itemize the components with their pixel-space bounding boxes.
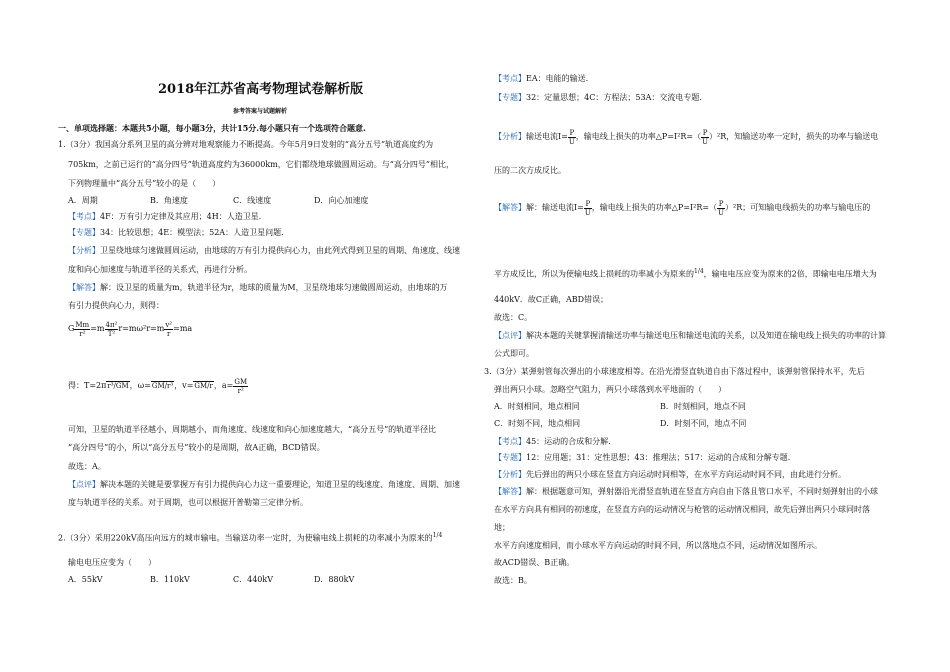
jieda-text: ，输电线上损失的功率△P=I²R=（ [591, 203, 718, 212]
fenxi-text: 输送电流I= [526, 132, 568, 141]
jieda-tag: 【解答】 [494, 487, 526, 496]
q2-option-b: B．110kV [150, 575, 190, 584]
fenxi-tag: 【分析】 [68, 246, 100, 255]
q1-line1: 1.（3分）我国高分系列卫星的高分辨对地观察能力不断提高。今年5月9日发射的“高分五号”轨道高度约为 [58, 140, 434, 149]
q3-option-d: D．时刻不同，地点不同 [660, 419, 747, 428]
q2-fenxi-1 [494, 127, 878, 147]
kaodian-text: 4F：万有引力定律及其应用；4H：人造卫星. [100, 212, 262, 221]
fraction-quarter: 1/4 [432, 532, 443, 539]
q3-jieda-2: 在水平方向具有相同的初速度，在竖直方向的运动情况与枪管的运动情况相同，故先后弹出两只小球同时落 [494, 505, 870, 514]
q1-equation-2 [68, 376, 248, 396]
q1-option-c: C．线速度 [233, 196, 272, 205]
eq-text: ，v= [174, 381, 194, 390]
q3-option-a: A．时刻相同，地点相同 [494, 402, 580, 411]
q1-dianping-1 [68, 479, 460, 490]
fenxi-text: 卫星绕地球匀速做圆周运动，由地球的万有引力提供向心力，由此列式得到卫星的周期、角速度、线速 [100, 246, 460, 255]
fenxi-tag: 【分析】 [494, 470, 526, 479]
q1-kaodian [68, 211, 261, 222]
sqrt-expr: r³/GM [107, 382, 129, 390]
q1-option-a: A．周期 [68, 196, 98, 205]
jieda-text: ，输电电压应变为原来的2倍，即输电电压增大为 [703, 269, 877, 279]
q3-kaodian [494, 436, 611, 447]
eq-text: ，ω= [129, 381, 151, 390]
jieda-text: 平方成反比，所以为使输电线上损耗的功率减小为原来的 [494, 269, 694, 279]
fraction-p-over-u: $\frac{P}{U}$ [584, 199, 591, 217]
fraction: $\frac{\text{v²}}{r}$ [165, 320, 173, 338]
q2-dianping-1 [494, 330, 886, 341]
fenxi-text: ，输电线上损失的功率△P=I²R=（ [575, 132, 702, 141]
zhuanti-tag: 【专题】 [68, 228, 100, 237]
q1-jieda-2: 有引力提供向心力，则得： [68, 301, 164, 310]
jieda-tag: 【解答】 [68, 283, 100, 292]
q1-equation-1 [68, 318, 192, 340]
eq-text: ，a= [213, 381, 234, 390]
q3-option-b: B．时刻相同，地点不同 [660, 402, 746, 411]
eq-text: =m [90, 324, 105, 333]
zhuanti-text: 12：应用题；31：定性思想；43：推理法；517：运动的合成和分解专题. [526, 453, 791, 462]
jieda-text: 解：根据题意可知，弹射器沿光滑竖直轨道在竖直方向自由下落且管口水平，不同时刻弹射出的小球 [526, 487, 878, 496]
eq-text: G [68, 324, 75, 333]
q2-jieda-1 [494, 198, 870, 218]
fraction-p-over-u: $\frac{P}{U}$ [702, 128, 709, 146]
kaodian-tag: 【考点】 [494, 437, 526, 446]
dianping-text: 解决本题的关键掌握清输送功率与输送电压和输送电流的关系，以及知道在输电线上损失的功率的计算 [526, 331, 886, 340]
fenxi-text: 先后弹出的两只小球在竖直方向运动时间相等，在水平方向运动时间不同，由此进行分析。 [526, 470, 846, 479]
zhuanti-text: 34：比较思想；4E：模型法；52A：人造卫星问题. [100, 228, 284, 237]
page-subtitle: 参考答案与试题解析 [233, 108, 288, 115]
q3-line1: 3.（3分）某弹射管每次弹出的小球速度相等。在沿光滑竖直轨道自由下落过程中，该弹射管保持水平，先后 [484, 367, 865, 376]
q2-fenxi-2: 压的二次方成反比。 [494, 166, 566, 175]
q1-option-d: D．向心加速度 [314, 196, 369, 205]
q2-line2: 输电电压应变为（ ） [68, 558, 156, 567]
dianping-tag: 【点评】 [68, 480, 100, 489]
kaodian-text: 45：运动的合成和分解. [526, 437, 611, 446]
jieda-tag: 【解答】 [494, 203, 526, 212]
q1-dianping-2: 度与轨道半径的关系。对于周期，也可以根据开普勒第三定律分析。 [68, 498, 308, 507]
q1-zhuanti [68, 227, 284, 238]
q3-jieda-4: 水平方向速度相同，而小球水平方向运动的时间不同，所以落地点不同，运动情况如图所示。 [494, 541, 822, 550]
jieda-text: 解：输送电流I= [526, 203, 584, 212]
q1-answer: 故选：A。 [68, 462, 106, 471]
dianping-text: 解决本题的关键是要掌握万有引力提供向心力这一重要理论，知道卫星的线速度、角速度、周期、加速 [100, 480, 460, 489]
q3-fenxi [494, 469, 846, 480]
q1-line2: 705km，之前已运行的“高分四号”轨道高度约为36000km，它们都绕地球做圆周运动。与“高分四号”相比， [68, 160, 454, 169]
fraction: $\frac{Mm}{\text{r²}}$ [75, 320, 90, 338]
q1-conclusion-2: “高分四号”的小，所以“高分五号”较小的是周期，故A正确，BCD错误。 [68, 443, 325, 452]
kaodian-tag: 【考点】 [494, 74, 526, 83]
q2-dianping-2: 公式即可。 [494, 349, 534, 358]
eq-text: =ma [173, 324, 193, 333]
q3-jieda-5: 故ACD错误、B正确。 [494, 558, 575, 567]
sqrt-expr: GM/r [194, 382, 213, 390]
section-heading: 一、单项选择题：本题共5小题，每小题3分，共计15分.每小题只有一个选项符合题意. [58, 123, 366, 133]
eq-text: r=mω²r=m [118, 324, 165, 333]
q2-jieda-3: 440kV．故C正确，ABD错误； [494, 295, 609, 304]
jieda-text: 解：设卫星的质量为m，轨道半径为r，地球的质量为M，卫星绕地球匀速做圆周运动，由地球的万 [100, 283, 448, 292]
eq-text: 得：T=2π [68, 381, 107, 390]
q2-option-a: A．55kV [68, 575, 103, 584]
fraction-p-over-u: $\frac{P}{U}$ [718, 199, 725, 217]
q3-option-c: C．时刻不同，地点相同 [494, 419, 581, 428]
jieda-text: ）²R；可知输电线损失的功率与输电压的 [725, 203, 871, 212]
q2-line1 [58, 530, 442, 544]
sqrt-expr: GM/r³ [151, 382, 174, 390]
q2-answer: 故选：C。 [494, 313, 533, 322]
q1-line3: 下列物理量中“高分五号”较小的是（ ） [68, 179, 221, 188]
q3-answer: 故选：B。 [494, 576, 532, 585]
kaodian-text: EA：电能的输送. [526, 74, 589, 83]
q2-zhuanti [494, 92, 702, 103]
fraction: $\frac{\text{4π²}}{\text{T²}}$ [105, 320, 118, 338]
q1-fenxi-2: 度和向心加速度与轨道半径的关系式，再进行分析。 [68, 265, 252, 274]
q2-text: 2.（3分）采用220kV高压向远方的城市输电。当输送功率一定时，为使输电线上损耗的功率减小为原来的 [58, 533, 433, 543]
zhuanti-text: 32：定量思想；4C：方程法；53A：交流电专题. [526, 93, 702, 102]
q2-option-c: C．440kV [233, 575, 274, 584]
dianping-tag: 【点评】 [494, 331, 526, 340]
fraction: $\frac{GM}{\text{r²}}$ [234, 377, 248, 395]
q3-jieda-3: 地； [494, 523, 510, 532]
fenxi-tag: 【分析】 [494, 132, 526, 141]
q3-zhuanti [494, 452, 790, 463]
q1-fenxi-1 [68, 245, 460, 256]
q1-conclusion-1: 可知，卫星的轨道半径越小，周期越小，而角速度、线速度和向心加速度越大，“高分五号”的轨道半径比 [68, 425, 437, 434]
zhuanti-tag: 【专题】 [494, 453, 526, 462]
q2-kaodian [494, 73, 588, 84]
fraction-quarter: 1/4 [694, 268, 704, 275]
q1-jieda-1 [68, 282, 448, 293]
q3-line2: 弹出两只小球。忽略空气阻力，两只小球落到水平地面的（ ） [494, 385, 726, 394]
q2-option-d: D．880kV [314, 575, 355, 584]
page-title: 2018年江苏省高考物理试卷解析版 [158, 82, 364, 97]
zhuanti-tag: 【专题】 [494, 93, 526, 102]
q3-jieda-1 [494, 486, 878, 497]
kaodian-tag: 【考点】 [68, 212, 100, 221]
fraction-p-over-u: $\frac{P}{U}$ [568, 128, 575, 146]
q1-option-b: B．角速度 [150, 196, 188, 205]
q2-jieda-2 [494, 266, 877, 280]
fenxi-text: ）²R，知输送功率一定时，损失的功率与输送电 [709, 132, 879, 141]
